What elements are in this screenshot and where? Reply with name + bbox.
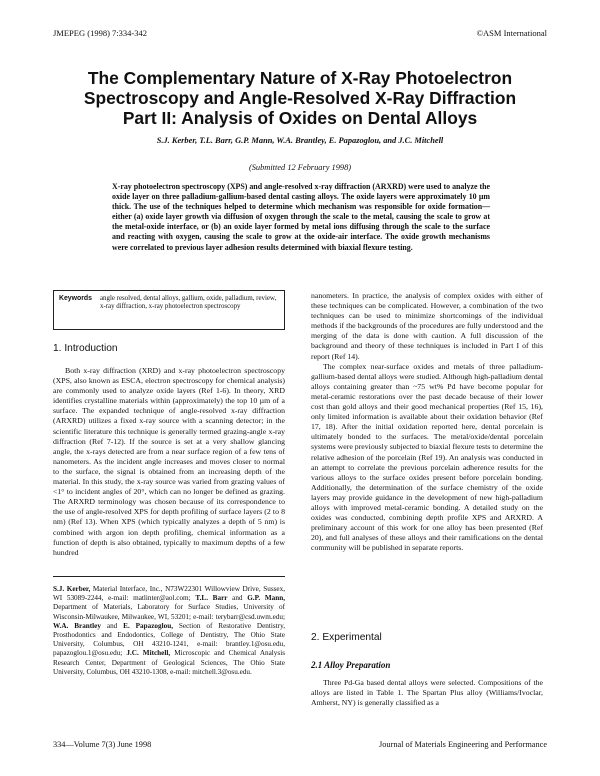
copyright-notice: ©ASM International [476, 28, 547, 38]
submission-date: (Submitted 12 February 1998) [248, 163, 352, 172]
intro-paragraph-1: Both x-ray diffraction (XRD) and x-ray photoelectron spectroscopy (XPS, also known as ESCA, electron spectroscopy for chemical analysis) are commonly used to analyze oxide layers (Ref 1-6). In theory, XRD identifies crystalline materials within (approximately) the top 10 µm of a surface. The expanded technique of angle-resolved x-ray diffraction (ARXRD) utilizes a fixed x-ray source with a scanning detector; in the scientific literature this technique is generally termed grazing-angle x-ray diffraction (Ref 7-12). If the source is set at a very shallow glancing angle, the x-rays detected are from a near surface region of a few tens of nanometers. As the incident angle increases and moves closer to normal to the surface, the signal is obtained from an increasing depth of the material. In this study, the x-ray source was varied from grazing values of <1° to incident angles of 20°, which can no longer be defined as grazing. The ARXRD terminology was chosen because of its correspondence to the use of angle-resolved XPS for depth profiling of surface layers (2 to 8 nm) (Ref 13). When XPS (which typically analyzes a depth of 5 nm) is combined with argon ion depth profiling, chemical information as a function of depth is also obtained, typically to maximum depths of a few hundred [53, 366, 285, 557]
title-line-2: Spectroscopy and Angle-Resolved X-Ray Diffraction [83, 88, 517, 108]
abstract: X-ray photoelectron spectroscopy (XPS) and angle-resolved x-ray diffraction (ARXRD) were used to analyze the oxide layer on three palladium-gallium-based dental casting alloys. The oxide layers were approximately 10 µm thick. The use of the techniques helped to determine which mechanism was responsible for oxide formation—either (a) oxide layer growth via diffusion of oxygen through the scale to the metal, causing the scale to grow at the metal-oxide interface, or (b) an oxide layer formed by metal ions diffusing through the scale to the surface and reacting with oxygen, causing the scale to grow at the oxide-air interface. The oxide growth mechanisms were correlated to previous layer adhesion results determined with biaxial flexure testing. [112, 182, 490, 252]
section-heading-introduction: 1. Introduction [53, 343, 118, 354]
paper-title [40, 68, 560, 128]
author-affiliations-footnote: S.J. Kerber, Material Interface, Inc., N73W22301 Willowview Drive, Sussex, WI 53089-2244, e-mail: matlinter@aol.com; T.L. Barr and G.P. Mann, Department of Materials, Laboratory for Surface Studies, University of Wisconsin-Milwaukee, Milwaukee, WI, 53201; e-mail: terybarr@csd.uwm.edu; W.A. Brantley and E. Papazoglou, Section of Restorative Dentistry, Prosthodontics and Endodontics, College of Dentistry, The Ohio State University, Columbus, OH 43210-1241, e-mail: brantley.1@osu.edu, papazoglou.1@osu.edu; J.C. Mitchell, Microscopic and Chemical Analysis Research Center, Department of Geological Sciences, The Ohio State University, Columbus, OH 43210-1308, e-mail: mitchell.3@osu.edu. [53, 576, 285, 677]
title-line-3: Part II: Analysis of Oxides on Dental Alloys [122, 108, 478, 128]
right-column-text [311, 291, 543, 553]
journal-name-footer: Journal of Materials Engineering and Performance [379, 740, 547, 749]
section-heading-experimental: 2. Experimental [311, 632, 382, 643]
left-column-text [53, 366, 285, 558]
title-line-1: The Complementary Nature of X-Ray Photoelectron [87, 68, 513, 88]
author-list: S.J. Kerber, T.L. Barr, G.P. Mann, W.A. Brantley, E. Papazoglou, and J.C. Mitchell [156, 136, 444, 145]
subsection-heading-alloy-preparation: 2.1 Alloy Preparation [311, 660, 391, 670]
intro-paragraph-continued: nanometers. In practice, the analysis of complex oxides with either of these techniques can be complicated. However, a combination of the two techniques can be used to minimize shortcomings of the individual methods if the backgrounds of the procedures are fully understood and the merging of the data is done with caution. A full discussion of the background and theory of these techniques is included in Part I of this report (Ref 14). [311, 291, 543, 361]
alloy-preparation-paragraph: Three Pd-Ga based dental alloys were selected. Compositions of the alloys are listed in Table 1. The Spartan Plus alloy (Williams/Ivoclar, Amherst, NY) is generally classified as a [311, 678, 543, 708]
intro-paragraph-2: The complex near-surface oxides and metals of three palladium-gallium-based dental alloys were studied. Although high-palladium dental alloys containing greater than ~75 wt% Pd have become popular for metal-ceramic restorations over the past decade because of their lower cost than gold alloys and their good mechanical properties (Ref 15, 16), only limited information is available about their oxidation behavior (Ref 17, 18). After the initial oxidation reported here, dental porcelain is ultimately bonded to the surfaces. The metal/oxide/dental porcelain systems were previously subjected to biaxial flexure tests to determine the relative adhesion of the porcelain (Ref 19). An analysis was conducted in an attempt to correlate the previous porcelain adherence results for the various alloys to the surface oxides present before porcelain bonding. Additionally, the determination of the surface chemistry of the oxide layers may provide guidance in the development of new high-palladium alloys with improved metal-ceramic bonding. A detailed study on the oxides was conducted, combining depth profile XPS and ARXRD. A preliminary account of this work for one alloy has been presented (Ref 20), and full analyses of these alloys and their ramifications on the dental community will be published in separate reports. [311, 361, 543, 553]
journal-reference: JMEPEG (1998) 7:334-342 [53, 28, 147, 38]
keywords-label: Keywords [59, 295, 92, 302]
alloy-preparation-text [311, 678, 543, 708]
keywords-box [53, 290, 285, 330]
page-footer-info: 334—Volume 7(3) June 1998 [53, 740, 152, 749]
keywords-text: angle resolved, dental alloys, gallium, oxide, palladium, review, x-ray diffraction, x-ray photoelectron spectroscopy [100, 295, 277, 311]
